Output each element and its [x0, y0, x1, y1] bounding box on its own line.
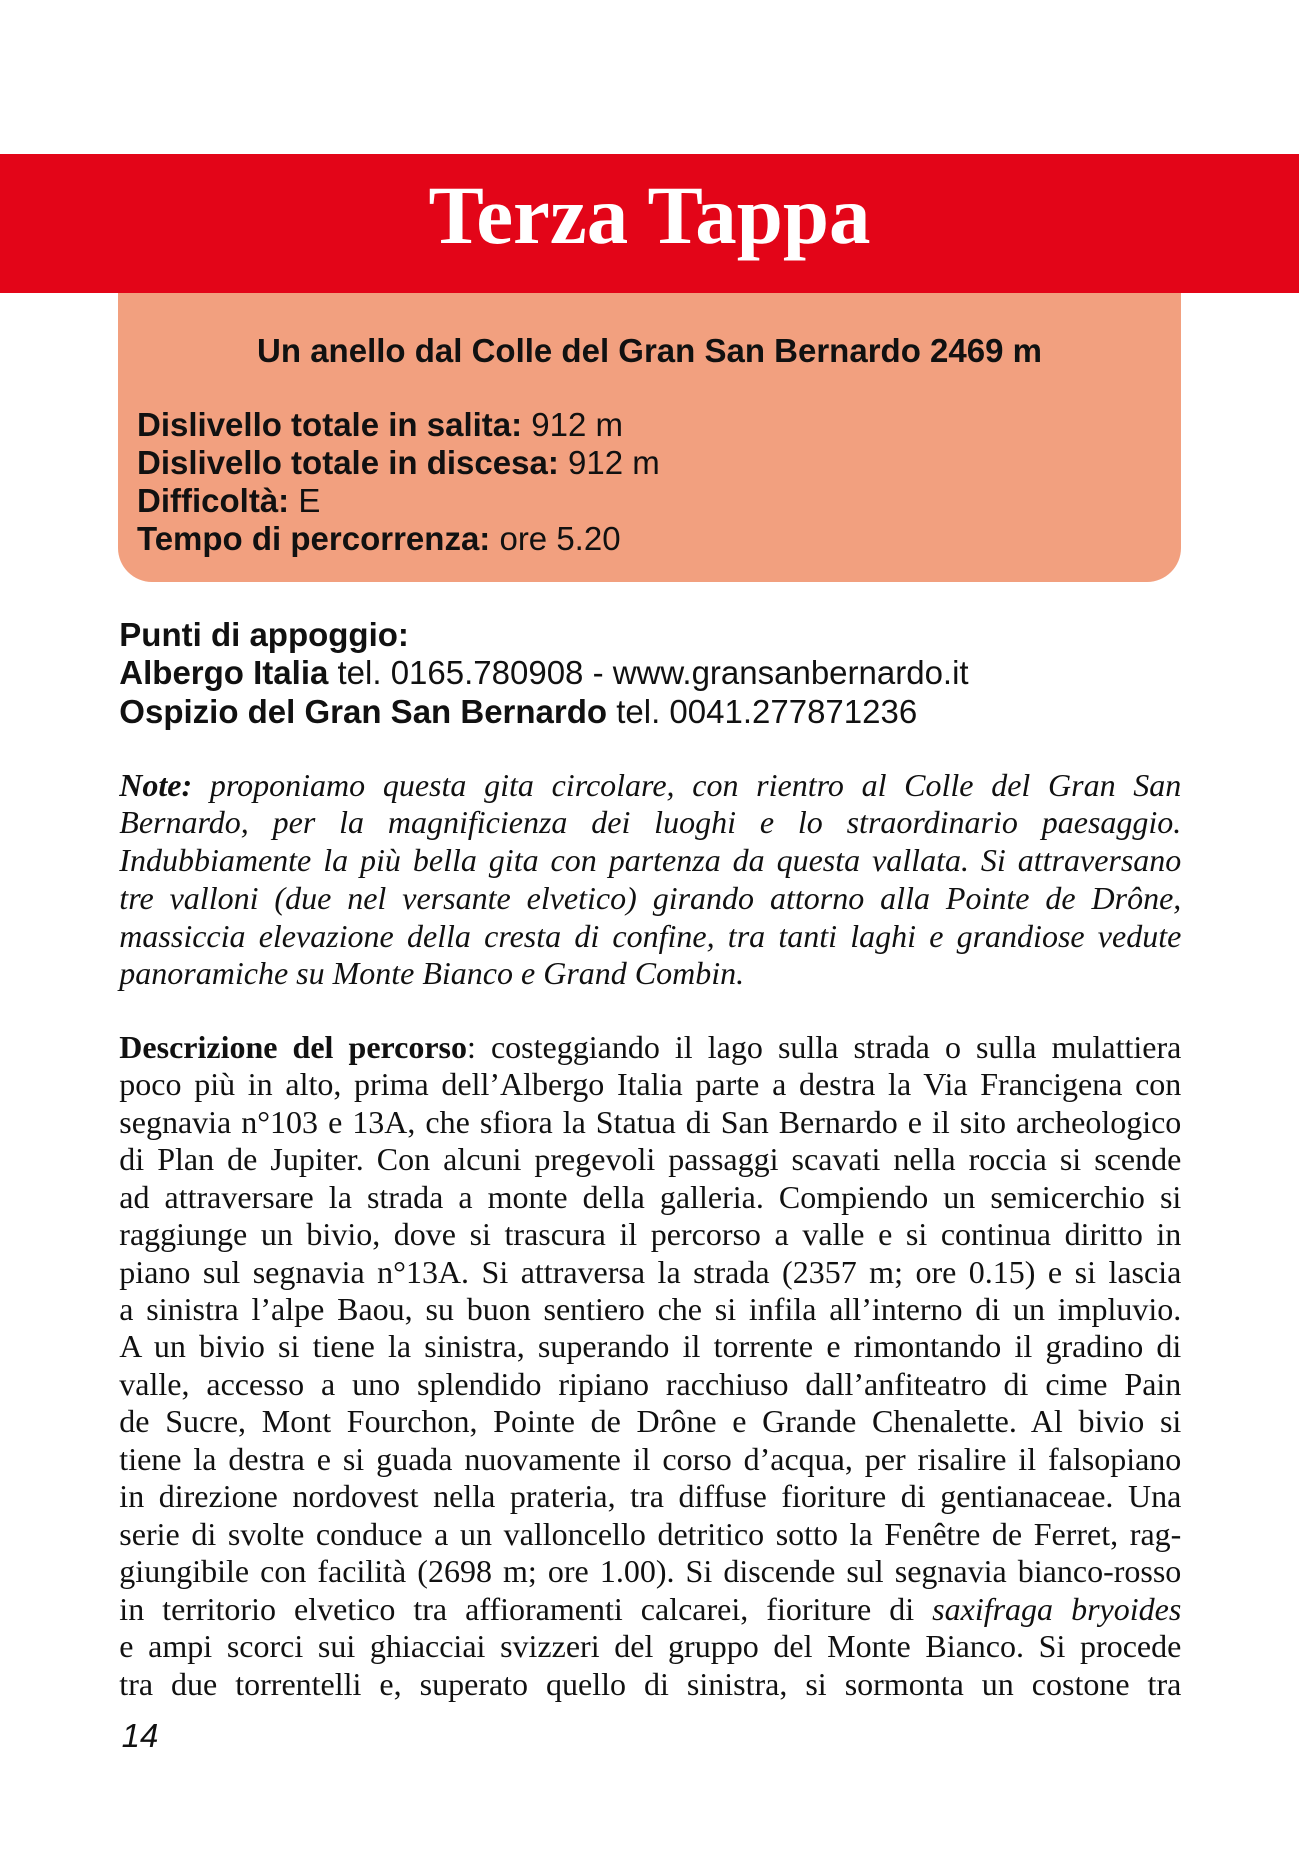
stat-difficulty [137, 482, 660, 520]
description-line: giungibile con facilità (2698 m; ore 1.00). Si discende sul segnavia bianco-rosso [119, 1553, 1182, 1590]
support-points [119, 616, 968, 731]
support-heading: Punti di appoggio: [119, 616, 409, 653]
route-stats [137, 406, 660, 558]
note-paragraph [119, 767, 1181, 994]
stat-descent [137, 444, 660, 482]
description-line: segnavia n°103 e 13A, che sfiora la Statua di San Bernardo e il sito archeologico [119, 1103, 1182, 1140]
support-place [119, 693, 968, 731]
description-line: piano sul segnavia n°13A. Si attraversa la strada (2357 m; ore 0.15) e si lascia [119, 1253, 1182, 1290]
stat-value: 912 m [568, 443, 660, 481]
note-label: Note: [119, 766, 193, 803]
description-label: Descrizione del percorso [119, 1028, 467, 1065]
species-name: saxifraga bryoides [932, 1590, 1182, 1627]
description-line: tra due torrentelli e, superato quello di sinistra, si sormonta un costone tra [119, 1665, 1182, 1702]
description-line: a sinistra l’alpe Baou, su buon sentiero che si infila all’interno di un impluvio. [119, 1290, 1182, 1327]
note-line: panoramiche su Monte Bianco e Grand Combin. [119, 955, 745, 992]
description-line: in direzione nordovest nella prateria, tra diffuse fioriture di gentianaceae. Una [119, 1478, 1182, 1515]
stat-value: ore 5.20 [499, 519, 621, 557]
description-line: poco più in alto, prima dell’Albergo Italia parte a destra la Via Francigena con [119, 1066, 1182, 1103]
stat-value: 912 m [531, 406, 623, 443]
stat-label: Dislivello totale in salita: [137, 406, 523, 443]
description-line: A un bivio si tiene la sinistra, superando il torrente e rimontando il gradino di [119, 1328, 1182, 1365]
note-line [119, 767, 1181, 805]
description-line: de Sucre, Mont Fourchon, Pointe de Drône e Grande Chenalette. Al bivio si [119, 1403, 1182, 1440]
description-line [119, 1591, 1181, 1628]
stat-value: E [298, 481, 321, 519]
stat-duration [137, 520, 660, 558]
page-number: 14 [121, 1717, 159, 1754]
description-text: : costeggiando il lago sulla strada o sulla mulattiera [467, 1028, 1182, 1065]
description-line: di Plan de Jupiter. Con alcuni pregevoli passaggi scavati nella roccia si scende [119, 1141, 1182, 1178]
stat-label: Difficoltà: [137, 481, 290, 519]
note-line: Bernardo, per la magnificienza dei luoghi e lo straordinario paesaggio. [119, 804, 1182, 841]
stat-ascent [137, 406, 660, 444]
description-line [119, 1029, 1181, 1066]
note-text: proponiamo questa gita circolare, con rientro al Colle del Gran San [209, 766, 1182, 803]
support-place [119, 654, 968, 692]
place-contact: tel. 0165.780908 - www.gransanbernardo.it [337, 654, 969, 692]
place-name: Albergo Italia [119, 654, 329, 692]
description-line: valle, accesso a uno splendido ripiano racchiuso dall’anfiteatro di cime Pain [119, 1365, 1182, 1402]
note-line: massiccia elevazione della cresta di confine, tra tanti laghi e grandiose vedute [119, 917, 1182, 954]
stat-label: Dislivello totale in discesa: [137, 443, 559, 481]
route-subtitle: Un anello dal Colle del Gran San Bernardo 2469 m [257, 332, 1042, 369]
description-line: raggiunge un bivio, dove si trascura il percorso a valle e si continua diritto in [119, 1216, 1182, 1253]
page-title: Terza Tappa [428, 169, 871, 261]
description-line: ad attraversare la strada a monte della galleria. Compiendo un semicerchio si [119, 1178, 1182, 1215]
note-line: tre valloni (due nel versante elvetico) girando attorno alla Pointe de Drône, [119, 879, 1182, 916]
description-line: e ampi scorci sui ghiacciai svizzeri del gruppo del Monte Bianco. Si procede [119, 1628, 1182, 1665]
place-contact: tel. 0041.277871236 [616, 692, 918, 730]
description-line: serie di svolte conduce a un valloncello detritico sotto la Fenêtre de Ferret, rag- [119, 1515, 1182, 1552]
place-name: Ospizio del Gran San Bernardo [119, 692, 608, 730]
description-text: in territorio elvetico tra affioramenti calcarei, fioriture di [119, 1590, 915, 1627]
note-line: Indubbiamente la più bella gita con partenza da questa vallata. Si attraversano [119, 842, 1182, 879]
description-line: tiene la destra e si guada nuovamente il corso d’acqua, per risalire il falsopiano [119, 1440, 1182, 1477]
description-paragraph [119, 1029, 1181, 1703]
stat-label: Tempo di percorrenza: [137, 519, 491, 557]
